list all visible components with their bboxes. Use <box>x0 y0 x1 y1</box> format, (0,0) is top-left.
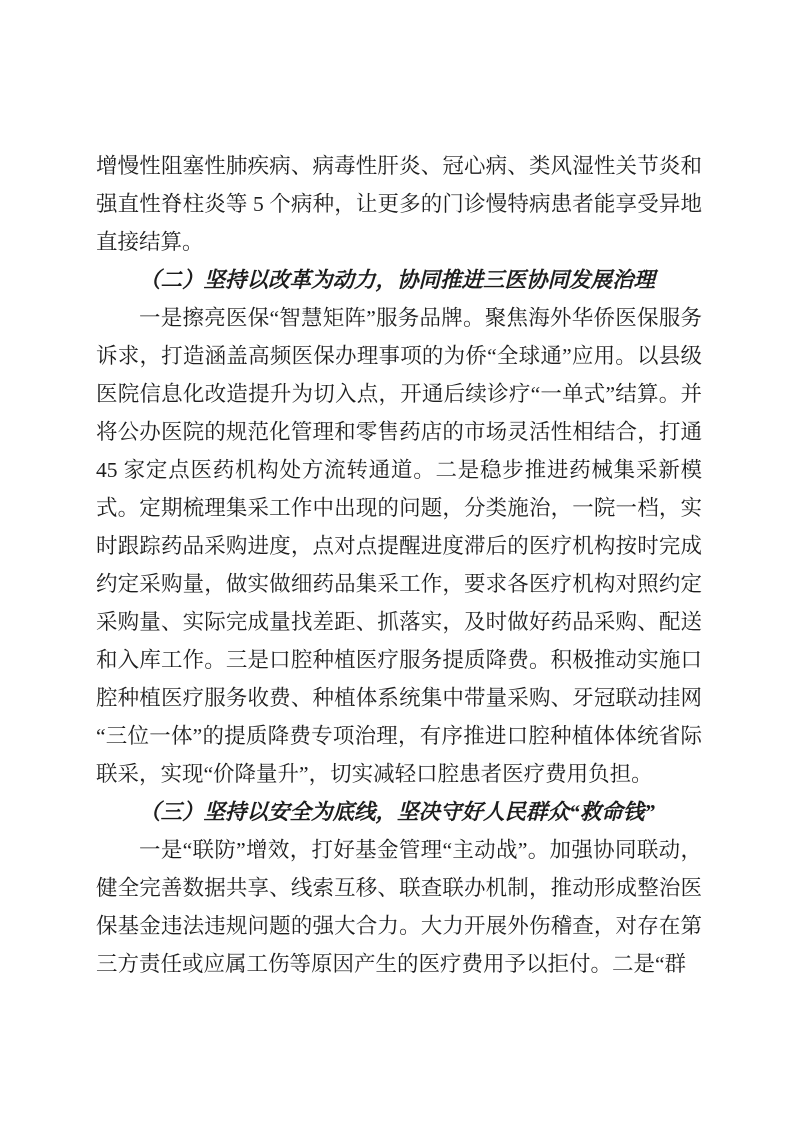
section-heading-2: （二）坚持以改革为动力，协同推进三医协同发展治理 <box>139 268 656 292</box>
document-content <box>96 147 702 983</box>
paragraph-section-2: 一是擦亮医保“智慧矩阵”服务品牌。聚焦海外华侨医保服务诉求，打造涵盖高频医保办理事项的为侨“全球通”应用。以县级医院信息化改造提升为切入点，开通后续诊疗“一单式”结算。并将公办医院的规范化管理和零售药店的市场灵活性相结合，打通 45 家定点医药机构处方流转通道。二是稳步推进药械集采新模式。定期梳理集采工作中出现的问题，分类施治，一院一档，实时跟踪药品采购进度，点对点提醒进度滞后的医疗机构按时完成约定采购量，做实做细药品集采工作，要求各医疗机构对照约定采购量、实际完成量找差距、抓落实，及时做好药品采购、配送和入库工作。三是口腔种植医疗服务提质降费。积极推动实施口腔种植医疗服务收费、种植体系统集中带量采购、牙冠联动挂网“三位一体”的提质降费专项治理，有序推进口腔种植体体统省际联采，实现“价降量升”，切实减轻口腔患者医疗费用负担。 <box>96 306 702 786</box>
section-heading-3: （三）坚持以安全为底线，坚决守好人民群众“救命钱” <box>139 800 656 824</box>
paragraph-section-3: 一是“联防”增效，打好基金管理“主动战”。加强协同联动，健全完善数据共享、线索互移、联查联办机制，推动形成整治医保基金违法违规问题的强大合力。大力开展外伤稽查，对存在第三方责任或应属工伤等原因产生的医疗费用予以拒付。二是“群 <box>96 838 702 976</box>
paragraph-continuation: 增慢性阻塞性肺疾病、病毒性肝炎、冠心病、类风湿性关节炎和强直性脊柱炎等 5 个病种，让更多的门诊慢特病患者能享受异地直接结算。 <box>96 154 702 254</box>
